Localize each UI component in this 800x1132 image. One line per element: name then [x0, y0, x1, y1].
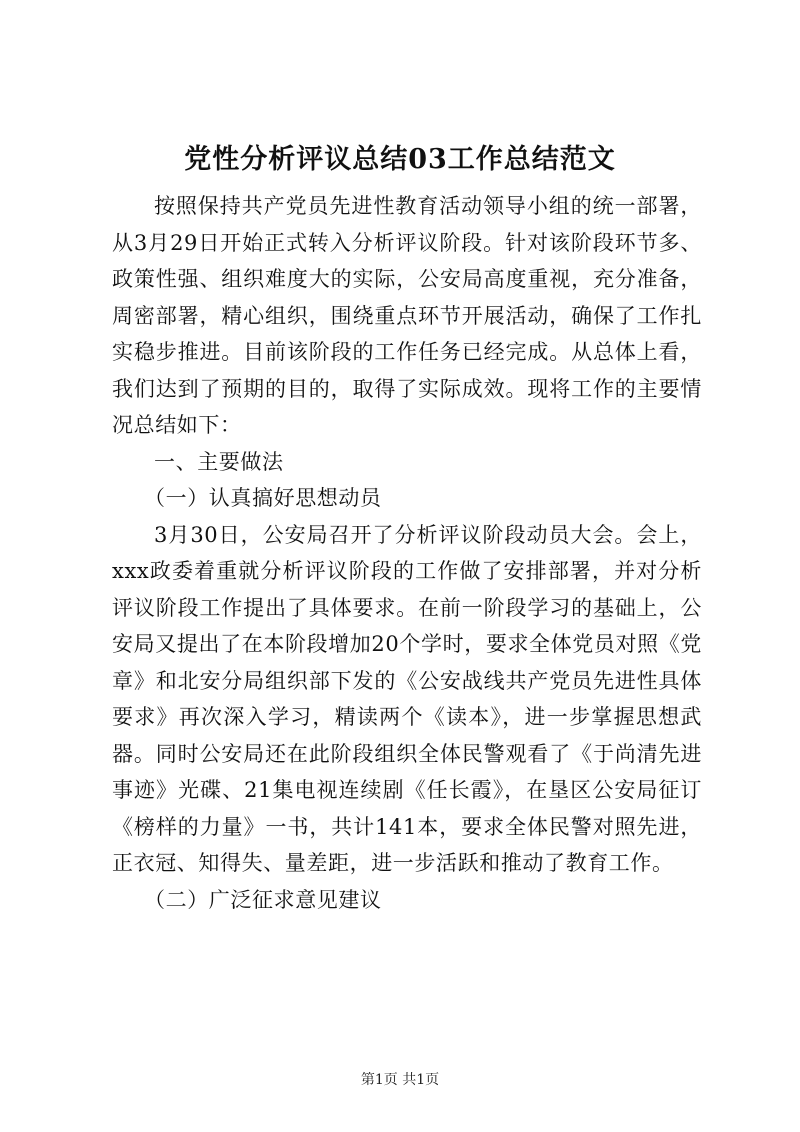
subsection-heading-mobilization: （一）认真搞好思想动员: [144, 486, 382, 510]
document-title: 党性分析评议总结03工作总结范文: [184, 144, 616, 175]
section-heading-main-practices: 一、主要做法: [154, 449, 284, 474]
subsection-heading-solicit-opinions: （二）广泛征求意见建议: [144, 887, 382, 912]
mobilization-paragraph: 3月30日，公安局召开了分析评议阶段动员大会。会上，xxx政委着重就分析评议阶段的工作做了安排部署，并对分析评议阶段工作提出了具体要求。在前一阶段学习的基础上，公安局又提出了在本阶段增加20个学时，要求全体党员对照《党章》和北安分局组织部下发的《公安战线共产党员先进性具体要求》再次深入学习，精读两个《读本》，进一步掌握思想武器。同时公安局还在此阶段组织全体民警观看了《于尚清先进事迹》光碟、21集电视连续剧《任长霞》，在垦区公安局征订《榜样的力量》一书，共计141本，要求全体民警对照先进，正衣冠、知得失、量差距，进一步活跃和推动了教育工作。: [112, 522, 702, 875]
page-footer: [0, 1070, 800, 1090]
intro-paragraph: 按照保持共产党员先进性教育活动领导小组的统一部署，从3月29日开始正式转入分析评议阶段。针对该阶段环节多、政策性强、组织难度大的实际，公安局高度重视，充分准备，周密部署，精心组织，围绕重点环节开展活动，确保了工作扎实稳步推进。目前该阶段的工作任务已经完成。从总体上看，我们达到了预期的目的，取得了实际成效。现将工作的主要情况总结如下：: [112, 194, 702, 437]
document-body: [112, 188, 702, 918]
page-number-label: 第1页 共1页: [360, 1072, 440, 1088]
